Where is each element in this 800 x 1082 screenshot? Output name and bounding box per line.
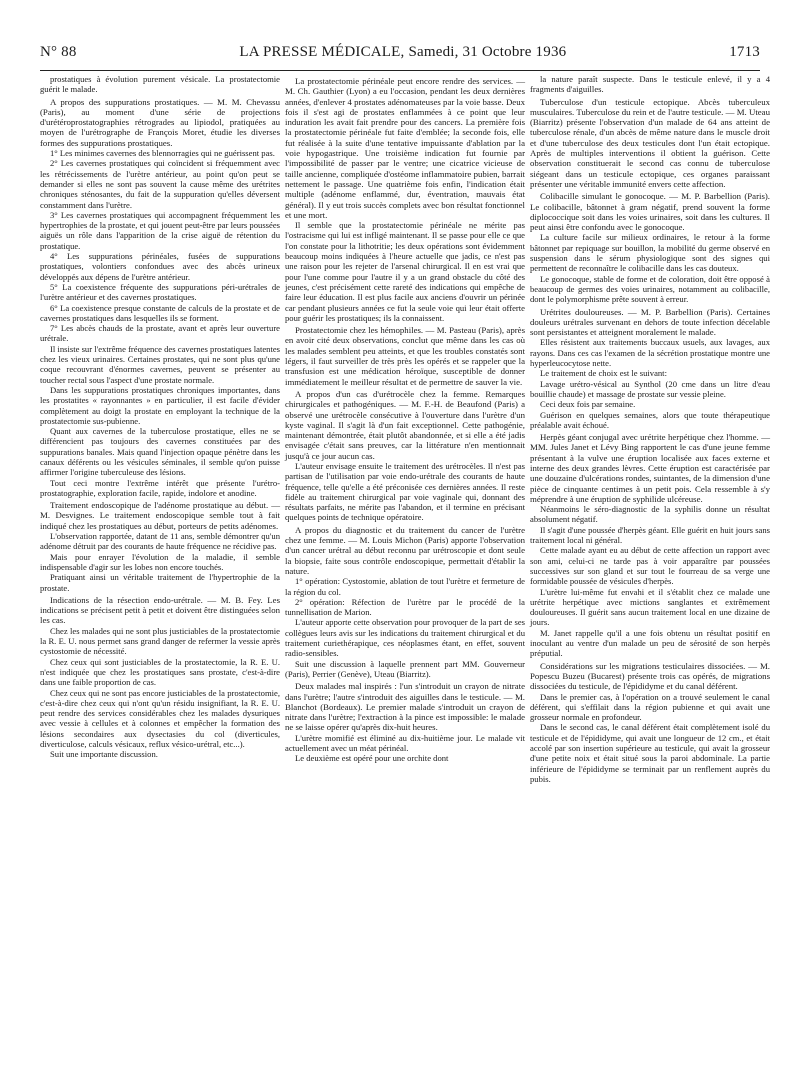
body-paragraph: Elles résistent aux traitements buccaux usuels, aux lavages, aux rayons. Dans ces cas l'examen de la sécrétion prostatique montre une hyperleucocytose nette. <box>530 337 770 369</box>
body-paragraph: La culture facile sur milieux ordinaires, le retour à la forme bâtonnet par repiquage sur bouillon, la mobilité du germe observé en suspension dans le sérum physiologique sont des signes qui permettent de reconnaître le colibacille dans les cas douteux. <box>530 232 770 274</box>
body-paragraph: Cette malade ayant eu au début de cette affection un rapport avec son ami, celui-ci ne tarde pas à voir apparaître par poussées successives sur son gland et sur tout le fourreau de sa verge une formidable poussée de vésicules d'herpès. <box>530 545 770 587</box>
article-heading-paragraph: Indications de la résection endo-urétrale. — M. B. Fey. Les indications se précisent petit à petit et doivent être distinguées selon les cas. <box>40 594 280 626</box>
issue-date: Samedi, 31 Octobre 1936 <box>408 44 567 60</box>
body-paragraph: Pratiquant ainsi un véritable traitement de l'hypertrophie de la prostate. <box>40 572 280 593</box>
body-paragraph: 1° Les minimes cavernes des blennorragies qui ne guérissent pas. <box>50 148 275 159</box>
body-paragraph: Dans le second cas, le canal déférent était complètement isolé du testicule et de l'épididyme, qui avait une longueur de 12 cm., et était accolé par son insertion supérieure au testicule, qui avait la grosseur d'une petite noix et était situé sous la paroi abdominale. La partie inférieure de l'épididyme se terminait par un renflement auprès du pubis. <box>530 722 770 784</box>
body-paragraph: 2° opération: Réfection de l'urètre par le procédé de la tunnellisation de Marion. <box>285 596 525 618</box>
body-paragraph: L'urètre lui-même fut envahi et il s'établit chez ce malade une urétrite herpétique avec mictions sanglantes et extrêmement douloureuses. Il guérit sans aucun traitement local en une dizaine de jours. <box>530 586 770 628</box>
body-paragraph: M. Janet rappelle qu'il a une fois obtenu un résultat positif en inoculant au ventre d'un malade un peu de sérosité de son herpès préputial. <box>530 627 770 659</box>
body-paragraph: 2° Les cavernes prostatiques qui coïncident si fréquemment avec les rétrécissements de l'urètre antérieur, au point qu'on peut se demander si elles ne sont pas souvent la cause même des urétrites chroniques sténosantes, du fait de la suppuration qu'elles déversent constamment dans l'urètre. <box>40 158 280 210</box>
body-paragraph: L'urètre momifié est éliminé au dix-huitième jour. Le malade vit actuellement avec un méat périnéal. <box>285 732 525 753</box>
article-heading-paragraph: Urétrites douloureuses. — M. P. Barbellion (Paris). Certaines douleurs urétrales survenant en dehors de toute infection décelable sont persistantes et atteignent moralement le malade. <box>530 306 770 338</box>
body-paragraph: Chez ceux qui sont justiciables de la prostatectomie, la R. E. U. n'est indiquée que chez les prostatiques sans prostate, c'est-à-dire dans une faible proportion de cas. <box>40 656 280 688</box>
body-paragraph: Mais pour enrayer l'évolution de la maladie, il semble indispensable d'agir sur les lobes non encore touchés. <box>40 551 280 572</box>
article-heading-paragraph: Deux malades mal inspirés : l'un s'introduit un crayon de nitrate dans l'urètre; l'autre s'introduit des aiguilles dans le testicule. — M. Blanchot (Bordeaux). Le premier malade s'introduit un crayon de nitrate dans l'urètre; l'extraction à la pince est impossible: le malade ne se laisse opérer qu'après dix-huit heures. <box>285 681 525 733</box>
body-paragraph: L'auteur envisage ensuite le traitement des urétrocèles. Il n'est pas partisan de l'utilisation par voie endo-urétrale des courants de haute fréquence, telle qu'elle a été préconisée ces dernières années. Il reste fidèle au traitement chirurgical par voie vaginale qui, donnant des résultats parfaits, ne mérite pas l'abandon, et il termine en précisant quelques points de technique opératoire. <box>285 460 525 523</box>
page-header <box>40 44 760 66</box>
body-paragraph: Dans les suppurations prostatiques chroniques importantes, dans les prostatites « rayonnantes » en particulier, il est facile d'évider complètement au doigt la prostate en employant la technique de la prostatectomie sus-pubienne. <box>40 384 280 426</box>
body-paragraph: Le deuxième est opéré pour une orchite dont <box>295 753 449 764</box>
body-paragraph: Suit une importante discussion. <box>50 749 158 760</box>
body-paragraph: 6° La coexistence presque constante de calculs de la prostate et de cavernes prostatiques dans lesquelles ils se forment. <box>40 302 280 323</box>
column-middle <box>285 74 525 764</box>
body-paragraph: la nature paraît suspecte. Dans le testicule enlevé, il y a 4 fragments d'aiguilles. <box>530 74 770 95</box>
body-paragraph: Néanmoins le séro-diagnostic de la syphilis donne un résultat absolument négatif. <box>530 504 770 525</box>
body-paragraph: 5° La coexistence fréquente des suppurations péri-urétrales de l'urètre antérieur et des cavernes prostatiques. <box>40 281 280 303</box>
issue-number: N° 88 <box>40 44 77 60</box>
article-heading-paragraph: Prostatectomie chez les hémophiles. — M. Pasteau (Paris), après en avoir cité deux observations, conclut que même dans les cas où les malades semblent peu atteints, et que les troubles constatés sont légers, il faut surveiller de très près les opérés et se rappeler que la transfusion est une médication héroïque, susceptible de donner immédiatement le meilleur résultat et de permettre de sauver la vie. <box>285 325 525 387</box>
article-heading-paragraph: A propos des suppurations prostatiques. — M. M. Chevassu (Paris), au moment d'une série de projections d'urétéroprostatographies rétrogrades au lipiodol, pratiquées au moyen de l'urétrographe de François Moret, étudie les diverses formes des suppurations prostatiques. <box>40 96 280 148</box>
page-number: 1713 <box>729 44 760 60</box>
article-heading-paragraph: A propos d'un cas d'urétrocèle chez la femme. Remarques chirurgicales et pathogéniques. — M. F.-H. de Beaufond (Paris) a observé une urétrocèle consécutive à l'ouverture dans l'urètre d'un kyste vaginal. Il s'agit là d'un fait exceptionnel. Cette pathogénie, maintenant démontrée, était plutôt abandonnée, et si elle a été jadis envisagée c'était sans preuves, car la littérature n'en mentionnait jusqu'à ce jour aucun cas. <box>285 388 525 461</box>
body-paragraph: Quant aux cavernes de la tuberculose prostatique, elles ne se différencient pas toujours des cavernes constituées par des suppurations banales. Mais quand l'injection opaque pénètre dans les canaux déférents ou les vésicules séminales, il semble qu'on puisse affirmer l'origine tuberculeuse des lésions. <box>40 426 280 478</box>
column-right <box>530 74 770 784</box>
article-heading-paragraph: Colibacille simulant le gonocoque. — M. P. Barbellion (Paris). Le colibacille, bâtonnet à gram négatif, prend souvent la forme diplococcique soit dans les voies urinaires, soit dans les cultures. Il peut ainsi être confondu avec le gonocoque. <box>530 191 770 233</box>
journal-title: LA PRESSE MÉDICALE, <box>239 44 405 60</box>
article-heading-paragraph: Herpès géant conjugal avec urétrite herpétique chez l'homme. — MM. Jules Janet et Lévy Bing rapportent le cas d'une jeune femme présentant à la vulve une éruption localisée aux faces externe et interne des deux grandes lèvres. Cette éruption est caractérisée par une douzaine d'ulcérations rondes, suintantes, de la dimension d'une pièce de cinquante centimes à un petit pois. Cela ressemble à s'y méprendre à une éruption de syphilide ulcéreuse. <box>530 432 770 504</box>
body-paragraph: Il semble que la prostatectomie périnéale ne mérite pas l'ostracisme qui lui est infligé maintenant. Il se passe pour elle ce que l'on constate pour la lithotritie; les deux opérations sont évidemment beaucoup moins indiquées à l'heure actuelle que jadis, ce n'est pas une raison pour les rejeter de l'arsenal chirurgical. Il en est vrai que pour l'une comme pour l'autre il y a un grand obstacle du côté des jeunes, c'est précisément cette rareté des indications qui empêche de faire leur éducation. Il est plus facile aux anciens d'ouvrir un périnée car pendant plusieurs années ce fut la seule voie qui leur était offerte pour guérir les prostatiques; ils la connaissent. <box>285 220 525 323</box>
body-paragraph: Chez les malades qui ne sont plus justiciables de la prostatectomie la R. E. U. nous permet sans grand danger de refermer la vessie après cystostomie de nécessité. <box>40 625 280 657</box>
body-paragraph: Le gonocoque, stable de forme et de coloration, doit être opposé à beaucoup de germes des voies urinaires, notamment au colibacille, dont le polymorphisme prête souvent à erreur. <box>530 273 770 305</box>
body-paragraph: Il s'agit d'une poussée d'herpès géant. Elle guérit en huit jours sans traitement local ni général. <box>530 524 770 546</box>
body-paragraph: Dans le premier cas, à l'opération on a trouvé seulement le canal déférent, qui s'effilait dans la région pubienne et qui avait une grosseur normale en profondeur. <box>530 691 770 723</box>
article-heading-paragraph: La prostatectomie périnéale peut encore rendre des services. — M. Ch. Gauthier (Lyon) a eu l'occasion, pendant les deux dernières années, d'enlever 4 prostates adénomateuses par la voie basse. Deux fois il s'est agi de prostates enflammées à ce point que leur induration les avait fait prendre pour des cancers. La première fois la prostatectomie périnéale fut faite d'emblée; la seconde fois, elle fut réalisée à la suite d'une tentative impuissante d'ablation par la voie hypogastrique. Une troisième indication fut fournie par l'impossibilité de passer par le ventre; une cicatrice vicieuse de taille ancienne, compliquée d'ostéome inflammatoire pubien, barrait nettement le passage. Une quatrième fois enfin, l'indication était multiple (adénome enflammé, dur, éventration, mauvais état général). Il y eut trois succès complets avec bon résultat fonctionnel et une mort. <box>285 76 525 220</box>
column-left <box>40 74 280 760</box>
body-paragraph: 3° Les cavernes prostatiques qui accompagnent fréquemment les hypertrophies de la prostate, et qui jouent peut-être par leurs poussées aiguës un rôle dans l'apparition de la crise aiguë de rétention du prostatique. <box>40 209 280 251</box>
body-paragraph: 1° opération: Cystostomie, ablation de tout l'urètre et fermeture de la région du col. <box>285 576 525 597</box>
body-paragraph: 4° Les suppurations périnéales, fusées de suppurations prostatiques, volontiers confondues avec des abcès urineux développés aux dépens de l'urètre antérieur. <box>40 251 280 282</box>
body-paragraph: Suit une discussion à laquelle prennent part MM. Gouverneur (Paris), Perrier (Genève), Uteau (Biarritz). <box>285 658 525 679</box>
article-heading-paragraph: A propos du diagnostic et du traitement du cancer de l'urètre chez une femme. — M. Louis Michon (Paris) apporte l'observation d'un cancer urétral au début reconnu par urétroscopie et dont seule la biopsie, faite sous contrôle endoscopique, permettait d'établir la nature. <box>285 524 525 576</box>
body-paragraph: Tout ceci montre l'extrême intérêt que présente l'urétro-prostatographie, exploration facile, rapide, indolore et anodine. <box>40 477 280 498</box>
body-paragraph: L'auteur apporte cette observation pour provoquer de la part de ses collègues leurs avis sur les indications du traitement chirurgical et du traitement curiethérapique, ces néoplasmes étant, en effet, souvent radio-sensibles. <box>285 617 525 659</box>
body-paragraph: Chez ceux qui ne sont pas encore justiciables de la prostatectomie, c'est-à-dire chez ceux qui n'ont qu'un résidu insignifiant, la R. E. U. peut rendre des services considérables chez les malades dysuriques avec vessie à cellules et à colonnes et empêcher la formation des lésions secondaires aux dysectasies du col (diverticules, diverticulose, calculs vésicaux, reflux vésico-urétral, etc...). <box>40 687 280 749</box>
body-paragraph: Guérison en quelques semaines, alors que toute thérapeutique préalable avait échoué. <box>530 409 770 430</box>
article-heading-paragraph: Tuberculose d'un testicule ectopique. Abcès tuberculeux musculaires. Tuberculose du rein et de l'autre testicule. — M. Uteau (Biarritz) présente l'observation d'un malade de 64 ans atteint de tuberculose rénale, d'un abcès de même nature dans le muscle droit et d'une tuberculose des deux testicules dont l'un était ectopique. Après de multiples interventions il obtient la guérison. Cette observation constituerait le second cas connu de tuberculose siégeant dans un testicule ectopique, ces organes paraissant présenter une véritable immunité envers cette affection. <box>530 96 770 189</box>
header-rule <box>40 70 760 71</box>
body-paragraph: 7° Les abcès chauds de la prostate, avant et après leur ouverture urétrale. <box>40 323 280 344</box>
body-paragraph: Le traitement de choix est le suivant: <box>540 368 667 379</box>
article-heading-paragraph: Considérations sur les migrations testiculaires dissociées. — M. Popescu Buzeu (Bucarest) présente trois cas opérés, de migrations dissociées du testicule, de l'épididyme et du canal déférent. <box>530 660 770 692</box>
body-paragraph: Il insiste sur l'extrême fréquence des cavernes prostatiques latentes chez les vieux urinaires. Certaines prostates, qui ne sont plus qu'une coque recouvrant d'énormes cavernes, peuvent se présenter au toucher rectal sous l'aspect d'une prostate normale. <box>40 343 280 385</box>
article-heading-paragraph: Traitement endoscopique de l'adénome prostatique au début. — M. Desvignes. Le traitement endoscopique semble tout à fait indiqué chez les prostatiques au début, porteurs de petits adénomes. <box>40 500 280 531</box>
body-paragraph: Lavage urétro-vésical au Synthol (20 cme dans un litre d'eau bouillie chaude) et massage de prostate sur vessie pleine. <box>530 378 770 399</box>
body-paragraph: Ceci deux fois par semaine. <box>540 399 636 410</box>
body-paragraph: L'observation rapportée, datant de 11 ans, semble démontrer qu'un adénome détruit par des courants de haute fréquence ne récidive pas. <box>40 531 280 552</box>
body-paragraph: prostatiques à évolution purement vésicale. La prostatectomie guérit le malade. <box>40 74 280 95</box>
journal-title-line <box>77 44 730 61</box>
